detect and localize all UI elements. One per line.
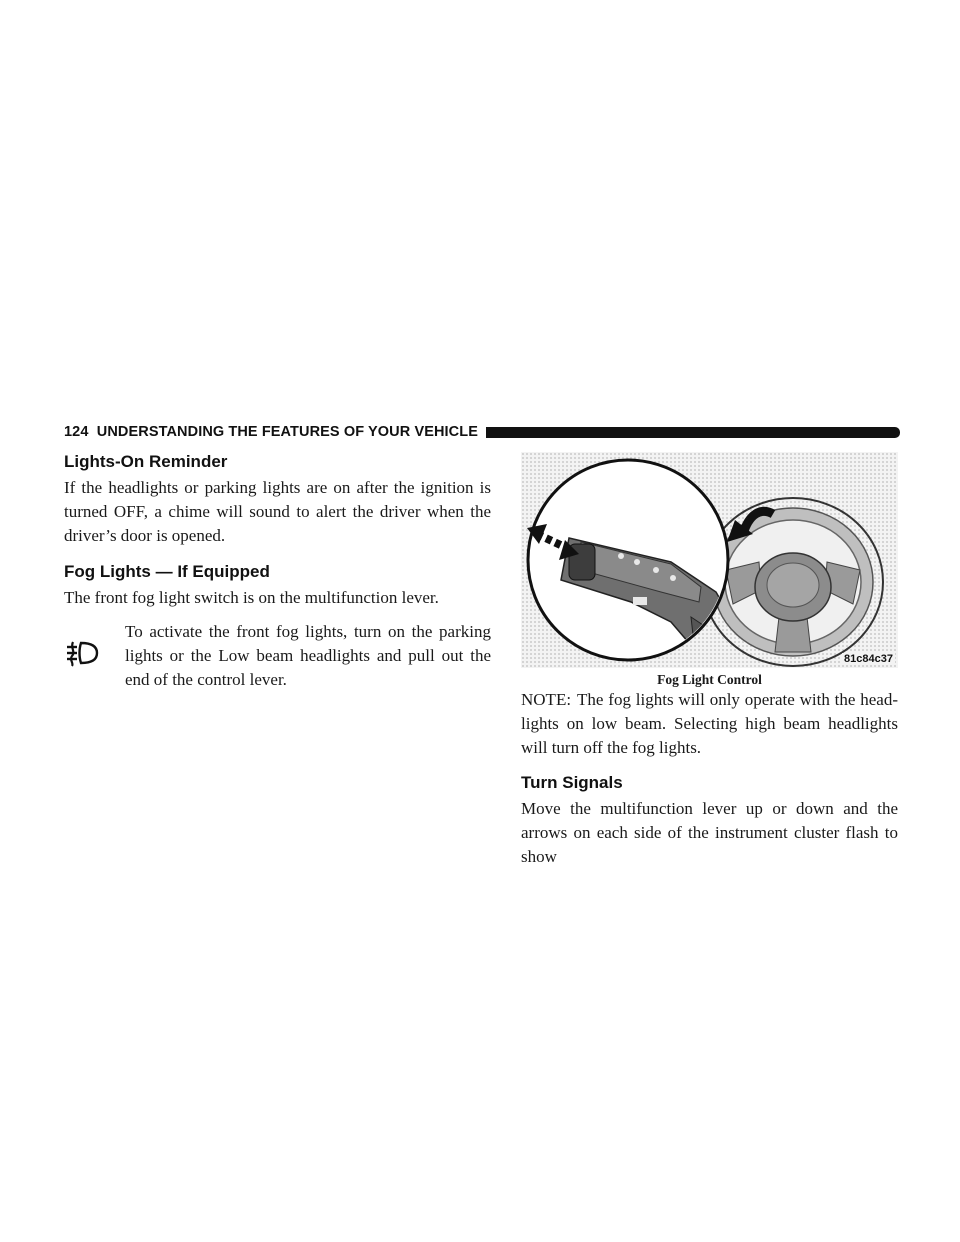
- heading-turn-signals: Turn Signals: [521, 773, 623, 792]
- fog-lights-intro-text: The front fog light switch is on the multifunction lever.: [64, 588, 439, 607]
- steering-lever-illustration: [521, 452, 898, 668]
- note-text: The fog lights will only operate with the head-lights on low beam. Selecting high beam headlights will turn off the fog lights.: [521, 690, 898, 757]
- fog-instruction-block: [64, 620, 491, 692]
- header-rule: [486, 427, 900, 438]
- note-label: NOTE:: [521, 690, 572, 709]
- page-header: [64, 420, 900, 444]
- fog-activation-text: To activate the front fog lights, turn on the parking lights or the Low beam headlights and pull out the end of the control lever.: [125, 622, 491, 689]
- page-number: 124: [64, 424, 89, 440]
- heading-fog-lights: Fog Lights — If Equipped: [64, 562, 270, 581]
- lights-on-reminder-text: If the headlights or parking lights are on after the ignition is turned OFF, a chime will sound to alert the driver when the driver’s door is opened.: [64, 478, 491, 545]
- magnified-lever-view: [527, 460, 736, 662]
- figure-code: 81c84c37: [844, 653, 893, 665]
- fog-light-control-figure: [521, 452, 898, 668]
- page-header-text: [64, 424, 478, 440]
- left-column: [64, 451, 491, 692]
- right-column: [521, 452, 898, 869]
- heading-lights-on-reminder: Lights-On Reminder: [64, 452, 228, 471]
- turn-signals-text: Move the multifunction lever up or down and the arrows on each side of the instrument cluster flash to show: [521, 799, 898, 866]
- steering-wheel: [703, 498, 883, 666]
- fog-icon-container: [64, 620, 106, 692]
- chapter-title: UNDERSTANDING THE FEATURES OF YOUR VEHICLE: [96, 424, 478, 440]
- figure-caption: Fog Light Control: [657, 672, 762, 687]
- note-paragraph: [521, 688, 898, 760]
- fog-light-icon: [64, 639, 100, 667]
